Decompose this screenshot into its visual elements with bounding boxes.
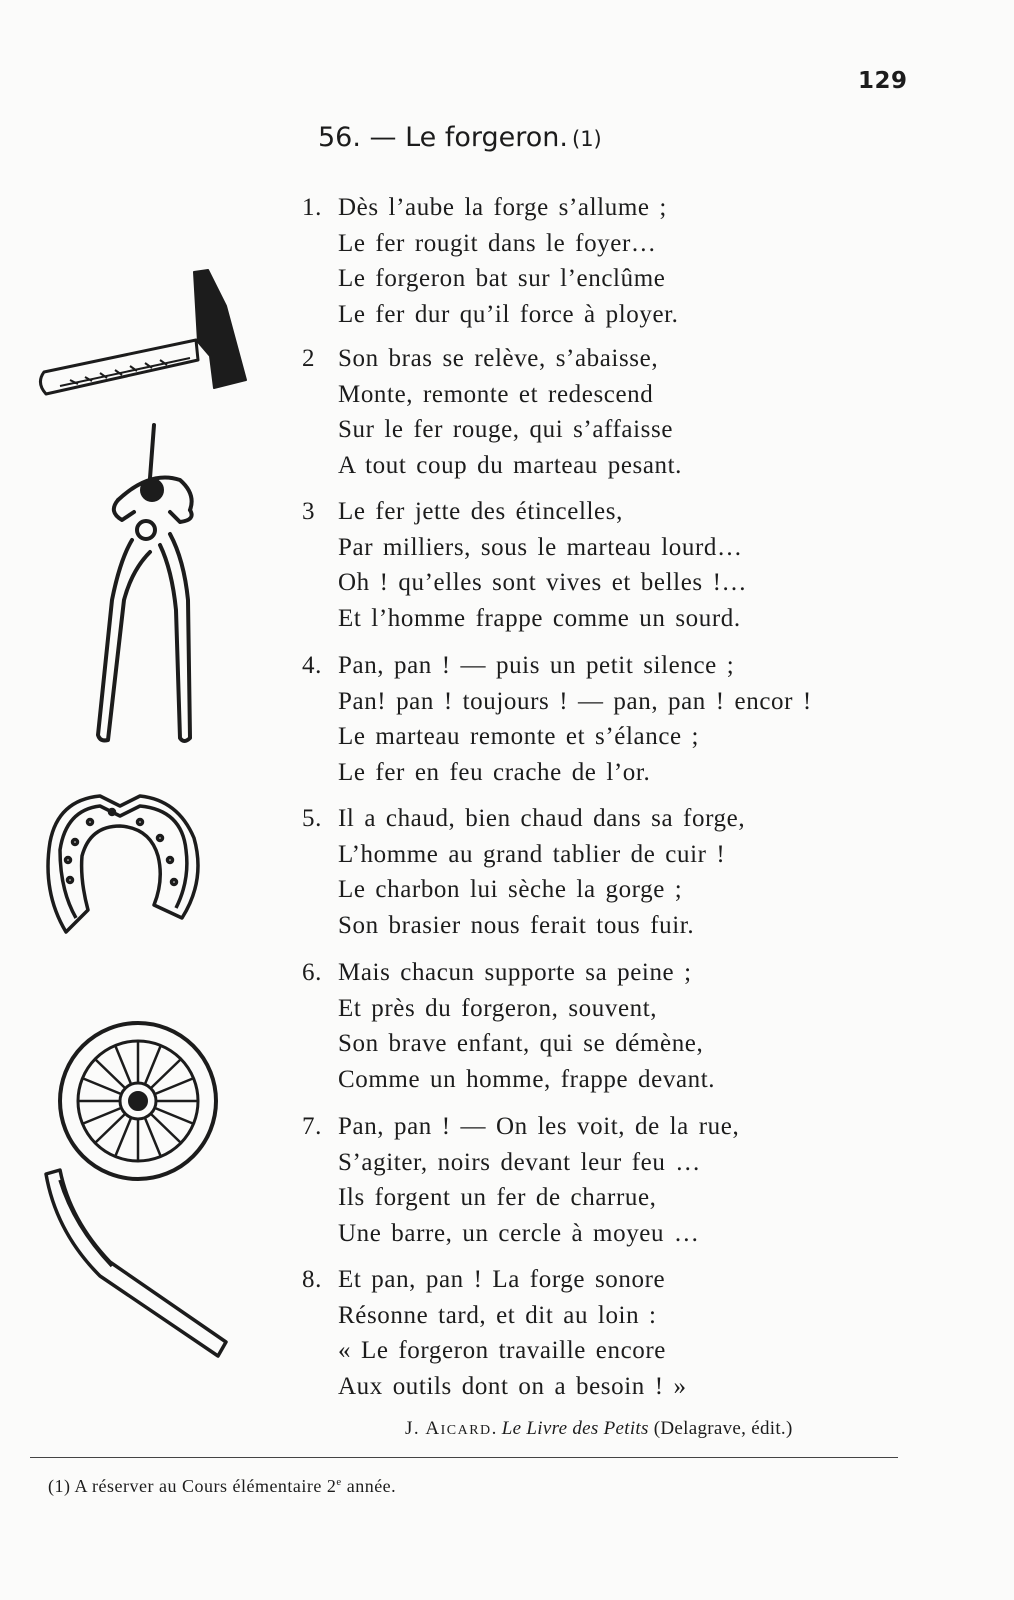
footnote-text: A réserver au Cours élémentaire 2 <box>70 1476 337 1496</box>
line-text: Ils forgent un fer de charrue, <box>338 1184 657 1212</box>
line-text: L’homme au grand tablier de cuir ! <box>338 840 726 868</box>
poem-line <box>302 1180 942 1216</box>
line-text: Pan! pan ! toujours ! — pan, pan ! encor ! <box>338 687 812 715</box>
line-text: Pan, pan ! — puis un petit silence ; <box>338 652 735 679</box>
poem-line <box>302 226 942 262</box>
stanza-5 <box>302 801 942 943</box>
stanza-number: 2 <box>302 345 316 372</box>
poem-line <box>302 412 942 448</box>
line-text: A tout coup du marteau pesant. <box>338 451 683 479</box>
line-text: Pan, pan ! — On les voit, de la rue, <box>338 1113 740 1140</box>
horseshoe-icon <box>48 796 198 932</box>
line-text: Son bras se relève, s’abaisse, <box>338 345 659 372</box>
page-number: 129 <box>858 68 908 94</box>
stanza-6 <box>302 955 942 1097</box>
stanza-number: 3 <box>302 498 316 525</box>
poem-line <box>302 908 942 944</box>
poem-line <box>302 530 942 566</box>
stanza-3 <box>302 494 942 636</box>
poem-line <box>302 377 942 413</box>
poem-line <box>302 601 942 637</box>
publisher: (Delagrave, édit.) <box>648 1418 793 1439</box>
stanza-8 <box>302 1262 942 1404</box>
poem-line <box>302 755 942 791</box>
line-text: S’agiter, noirs devant leur feu … <box>338 1148 701 1176</box>
stanza-4 <box>302 648 942 790</box>
line-text: Le marteau remonte et s’élance ; <box>338 723 700 751</box>
stanza-number: 8. <box>302 1266 322 1293</box>
poem-line <box>302 1145 942 1181</box>
poem-line <box>302 1109 942 1145</box>
line-text: Le fer jette des étincelles, <box>338 498 623 525</box>
poem-line <box>302 1369 942 1405</box>
stanza-number: 4. <box>302 652 322 679</box>
line-text: Il a chaud, bien chaud dans sa forge, <box>338 805 746 832</box>
poem-line <box>302 1062 942 1098</box>
poem-line <box>302 837 942 873</box>
poem-line <box>302 448 942 484</box>
attribution <box>405 1418 793 1440</box>
line-text: Le charbon lui sèche la gorge ; <box>338 876 683 904</box>
poem-line <box>302 1262 942 1298</box>
hammer-icon <box>40 270 246 394</box>
stanza-number: 5. <box>302 805 322 832</box>
wheel-icon <box>60 1023 216 1179</box>
poem-line <box>302 1026 942 1062</box>
stanza-1 <box>302 190 942 332</box>
line-text: Et près du forgeron, souvent, <box>338 994 658 1022</box>
stanza-number: 6. <box>302 959 322 986</box>
poem-line <box>302 1298 942 1334</box>
poem-line <box>302 719 942 755</box>
poem-line <box>302 565 942 601</box>
footnote-divider <box>30 1457 898 1458</box>
line-text: Comme un homme, frappe devant. <box>338 1065 716 1093</box>
line-text: Dès l’aube la forge s’allume ; <box>338 194 667 221</box>
poem-line <box>302 1333 942 1369</box>
poem-line <box>302 297 942 333</box>
stanza-number: 1. <box>302 194 322 221</box>
line-text: Son brasier nous ferait tous fuir. <box>338 911 695 939</box>
footnote-marker: (1) <box>48 1476 71 1496</box>
book-title: Le Livre des Petits <box>501 1418 649 1439</box>
poem-line <box>302 341 942 377</box>
stanza-number: 7. <box>302 1113 322 1140</box>
poem-line <box>302 991 942 1027</box>
line-text: Aux outils dont on a besoin ! » <box>338 1372 687 1400</box>
line-text: Et l’homme frappe comme un sourd. <box>338 604 741 632</box>
poem-line <box>302 261 942 297</box>
title-footnote-marker: (1) <box>572 127 602 151</box>
line-text: Oh ! qu’elles sont vives et belles !… <box>338 569 748 597</box>
poem-line <box>302 494 942 530</box>
footnote-text-end: année. <box>341 1476 397 1496</box>
footnote-superscript: e <box>336 1476 342 1488</box>
attribution-separator: . <box>491 1418 502 1439</box>
line-text: Son brave enfant, qui se démène, <box>338 1030 704 1058</box>
line-text: Par milliers, sous le marteau lourd… <box>338 533 743 561</box>
stanza-2 <box>302 341 942 483</box>
pincers-icon <box>98 425 192 741</box>
poem-line <box>302 684 942 720</box>
line-text: Le fer dur qu’il force à ployer. <box>338 300 679 328</box>
illustrations-column <box>0 0 300 1400</box>
poem-title-text: 56. — Le forgeron. <box>318 122 568 153</box>
poem-title <box>318 122 602 153</box>
line-text: Mais chacun supporte sa peine ; <box>338 959 692 986</box>
bent-bar-icon <box>46 1170 226 1356</box>
poem-line <box>302 801 942 837</box>
line-text: « Le forgeron travaille encore <box>338 1337 666 1365</box>
poem-line <box>302 1216 942 1252</box>
line-text: Le fer en feu crache de l’or. <box>338 758 651 786</box>
poem-line <box>302 955 942 991</box>
line-text: Et pan, pan ! La forge sonore <box>338 1266 666 1293</box>
poem-line <box>302 190 942 226</box>
line-text: Le forgeron bat sur l’enclûme <box>338 265 666 293</box>
line-text: Monte, remonte et redescend <box>338 380 654 408</box>
stanza-7 <box>302 1109 942 1251</box>
line-text: Le fer rougit dans le foyer… <box>338 229 657 257</box>
author-name-smallcaps: ICARD <box>440 1423 492 1438</box>
line-text: Résonne tard, et dit au loin : <box>338 1301 657 1329</box>
line-text: Une barre, un cercle à moyeu … <box>338 1219 700 1247</box>
author-initial: J. A <box>405 1418 441 1439</box>
poem-line <box>302 872 942 908</box>
poem-line <box>302 648 942 684</box>
footnote <box>48 1476 396 1497</box>
line-text: Sur le fer rouge, qui s’affaisse <box>338 416 674 444</box>
